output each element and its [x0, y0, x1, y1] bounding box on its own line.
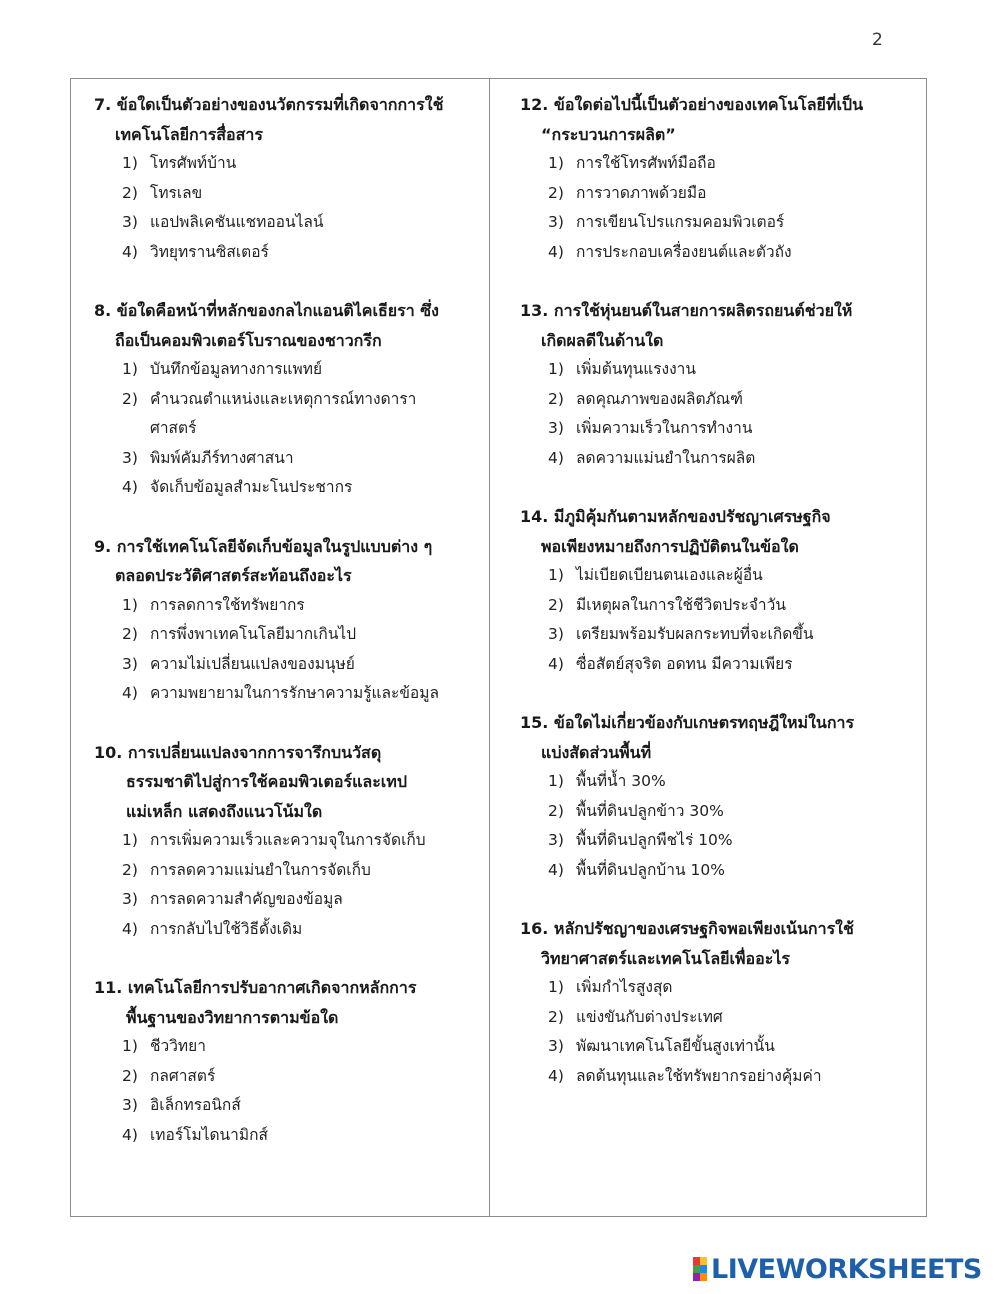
choice-text: การเพิ่มความเร็วและความจุในการจัดเก็บ: [150, 831, 426, 849]
choice-text: กลศาสตร์: [150, 1066, 216, 1085]
question-text-line: [520, 502, 920, 532]
question-item: [520, 708, 920, 885]
choice-number: 2): [548, 1007, 564, 1026]
choice-text: การใช้โทรศัพท์มือถือ: [576, 154, 716, 172]
answer-choice[interactable]: [548, 767, 920, 797]
question-number: 7.: [94, 95, 117, 114]
question-text: การใช้เทคโนโลยีจัดเก็บข้อมูลในรูปแบบต่าง ๆ: [116, 536, 433, 556]
answer-choice[interactable]: [122, 444, 484, 474]
choice-number: 2): [122, 625, 138, 643]
question-text: พอเพียงหมายถึงการปฏิบัติตนในข้อใด: [541, 536, 799, 556]
question-text: ข้อใดต่อไปนี้เป็นตัวอย่างของเทคโนโลยีที่เป็น: [553, 95, 864, 114]
answer-choice[interactable]: [548, 591, 920, 621]
question-text: หลักปรัชญาของเศรษฐกิจพอเพียงเน้นการใช้: [553, 919, 854, 938]
choice-number: 2): [122, 1066, 138, 1085]
choice-text: การพึ่งพาเทคโนโลยีมากเกินไป: [150, 625, 357, 643]
choice-list: [520, 561, 920, 679]
choice-list: [94, 1032, 484, 1150]
question-text-line: [94, 973, 484, 1003]
answer-choice[interactable]: [548, 1062, 920, 1092]
question-text: ข้อใดไม่เกี่ยวข้องกับเกษตรทฤษฎีใหม่ในการ: [553, 713, 855, 732]
choice-text: วิทยุทรานซิสเตอร์: [150, 242, 269, 261]
answer-choice[interactable]: [548, 414, 920, 444]
question-text-line: [94, 90, 484, 120]
question-text: เทคโนโลยีการสื่อสาร: [115, 124, 264, 144]
choice-text: ความพยายามในการรักษาความรู้และข้อมูล: [150, 684, 439, 702]
liveworksheets-logo[interactable]: [693, 1254, 982, 1284]
question-text: แม่เหล็ก แสดงถึงแนวโน้มใด: [126, 801, 323, 821]
choice-number: 4): [548, 448, 564, 467]
choice-text: การลดความสำคัญของข้อมูล: [150, 890, 343, 908]
question-item: [94, 973, 484, 1150]
choice-number: 1): [122, 831, 138, 849]
choice-text: พัฒนาเทคโนโลยีขั้นสูงเท่านั้น: [576, 1037, 775, 1055]
answer-choice[interactable]: [122, 591, 484, 621]
choice-number: 4): [122, 1125, 138, 1144]
question-text: “กระบวนการผลิต”: [541, 124, 676, 144]
choice-number: 3): [548, 213, 564, 231]
question-text: ถือเป็นคอมพิวเตอร์โบราณของชาวกรีก: [115, 330, 382, 350]
question-text-line: [94, 738, 484, 768]
answer-choice[interactable]: [122, 385, 484, 415]
choice-text: พื้นที่ดินปลูกพืชไร่ 10%: [576, 831, 733, 849]
question-item: [94, 738, 484, 945]
choice-text: คำนวณตำแหน่งและเหตุการณ์ทางดารา: [150, 389, 417, 408]
logo-square: [693, 1265, 700, 1273]
question-text: ตลอดประวัติศาสตร์สะท้อนถึงอะไร: [115, 566, 352, 585]
answer-choice[interactable]: [548, 385, 920, 415]
left-question-column: [94, 90, 484, 1179]
choice-text: การวาดภาพด้วยมือ: [576, 183, 707, 202]
question-text-line: [94, 296, 484, 326]
question-number: 15.: [520, 713, 554, 732]
question-text-line: [520, 914, 920, 944]
choice-list: [520, 767, 920, 885]
choice-number: 1): [548, 978, 564, 996]
answer-choice[interactable]: [122, 826, 484, 856]
question-text: แบ่งสัดส่วนพื้นที่: [541, 742, 652, 762]
answer-choice[interactable]: [548, 561, 920, 591]
question-text: ข้อใดเป็นตัวอย่างของนวัตกรรมที่เกิดจากการใช้: [116, 95, 444, 114]
answer-choice[interactable]: [122, 620, 484, 650]
question-number: 8.: [94, 301, 117, 320]
answer-choice[interactable]: [122, 1062, 484, 1092]
choice-list: [520, 149, 920, 267]
choice-number: 3): [122, 654, 138, 673]
question-text-line: [520, 120, 920, 150]
answer-choice[interactable]: [122, 179, 484, 209]
choice-number: 2): [122, 389, 138, 408]
choice-number: 1): [122, 154, 138, 172]
answer-choice[interactable]: [548, 797, 920, 827]
question-number: 16.: [520, 919, 554, 938]
answer-choice[interactable]: [548, 179, 920, 209]
choice-text: ความไม่เปลี่ยนแปลงของมนุษย์: [150, 654, 355, 673]
choice-list: [94, 826, 484, 944]
choice-text: พื้นที่น้ำ 30%: [576, 772, 666, 790]
answer-choice[interactable]: [548, 650, 920, 680]
question-text: การเปลี่ยนแปลงจากการจารึกบนวัสดุ: [127, 742, 382, 762]
choice-text: แข่งขันกับต่างประเทศ: [576, 1007, 723, 1026]
question-number: 12.: [520, 95, 554, 114]
choice-number: 2): [122, 183, 138, 202]
choice-number: 4): [122, 919, 138, 938]
question-item: [94, 90, 484, 267]
answer-choice[interactable]: [122, 1121, 484, 1151]
question-item: [520, 90, 920, 267]
choice-number: 4): [122, 478, 138, 496]
question-text: มีภูมิคุ้มกันตามหลักของปรัชญาเศรษฐกิจ: [553, 507, 831, 526]
question-text: ข้อใดคือหน้าที่หลักของกลไกแอนติไคเธียรา ซึ่ง: [116, 301, 439, 320]
choice-text: ไม่เบียดเบียนตนเองและผู้อื่น: [576, 566, 763, 584]
page-number: 2: [872, 30, 883, 50]
logo-square: [700, 1257, 707, 1265]
question-text-line: [520, 708, 920, 738]
answer-choice[interactable]: [548, 973, 920, 1003]
choice-number: 3): [548, 419, 564, 437]
answer-choice[interactable]: [548, 856, 920, 886]
choice-list: [94, 149, 484, 267]
choice-number: 4): [548, 242, 564, 261]
choice-text: เพิ่มกำไรสูงสุด: [576, 978, 673, 996]
answer-choice[interactable]: [122, 1091, 484, 1121]
choice-number: 3): [122, 213, 138, 231]
choice-text: เตรียมพร้อมรับผลกระทบที่จะเกิดขึ้น: [576, 625, 814, 643]
question-text-line: [520, 944, 920, 974]
choice-text: การเขียนโปรแกรมคอมพิวเตอร์: [576, 213, 785, 231]
choice-number: 1): [548, 154, 564, 172]
question-number: 13.: [520, 301, 554, 320]
logo-square: [700, 1265, 707, 1273]
question-text: พื้นฐานของวิทยาการตามข้อใด: [126, 1007, 339, 1027]
question-item: [94, 532, 484, 709]
choice-text: ลดคุณภาพของผลิตภัณฑ์: [576, 389, 744, 408]
choice-list: [94, 591, 484, 709]
logo-square: [693, 1257, 700, 1265]
choice-number: 1): [548, 566, 564, 584]
question-text-line: [520, 296, 920, 326]
choice-number: 4): [122, 684, 138, 702]
question-text-line: [94, 120, 484, 150]
choice-text: ศาสตร์: [150, 419, 197, 437]
choice-text: ชีววิทยา: [150, 1037, 206, 1055]
choice-text: โทรศัพท์บ้าน: [150, 154, 237, 172]
answer-choice[interactable]: [548, 444, 920, 474]
choice-text: การลดความแม่นยำในการจัดเก็บ: [150, 860, 371, 879]
answer-choice[interactable]: [122, 208, 484, 238]
choice-text: การกลับไปใช้วิธีดั้งเดิม: [150, 919, 303, 938]
question-text-line: [94, 797, 484, 827]
question-text-line: [94, 561, 484, 591]
right-question-column: [520, 90, 920, 1120]
question-number: 14.: [520, 507, 554, 526]
question-text-line: [520, 326, 920, 356]
choice-text: ซื่อสัตย์สุจริต อดทน มีความเพียร: [576, 654, 793, 673]
answer-choice[interactable]: [122, 679, 484, 709]
answer-choice[interactable]: [122, 885, 484, 915]
choice-number: 3): [122, 1096, 138, 1114]
choice-number: 1): [122, 595, 138, 614]
answer-choice[interactable]: [548, 620, 920, 650]
logo-text: LIVEWORKSHEETS: [711, 1253, 982, 1285]
choice-number: 4): [548, 654, 564, 673]
question-text-line: [94, 532, 484, 562]
choice-number: 4): [548, 1066, 564, 1085]
question-text-line: [520, 532, 920, 562]
choice-text: ลดต้นทุนและใช้ทรัพยากรอย่างคุ้มค่า: [576, 1066, 822, 1085]
answer-choice[interactable]: [122, 1032, 484, 1062]
choice-text: การลดการใช้ทรัพยากร: [150, 595, 305, 614]
choice-number: 1): [122, 1037, 138, 1055]
choice-text: การประกอบเครื่องยนต์และตัวถัง: [576, 242, 792, 261]
answer-choice[interactable]: [122, 355, 484, 385]
question-item: [520, 296, 920, 473]
question-item: [94, 296, 484, 503]
question-number: 9.: [94, 536, 117, 556]
question-text-line: [520, 90, 920, 120]
question-number: 10.: [94, 742, 128, 762]
choice-number: 2): [548, 801, 564, 820]
answer-choice[interactable]: [548, 149, 920, 179]
choice-number: 2): [548, 183, 564, 202]
choice-number: 2): [548, 595, 564, 614]
answer-choice[interactable]: [122, 915, 484, 945]
logo-square: [693, 1273, 700, 1281]
answer-choice[interactable]: [548, 208, 920, 238]
choice-text: ลดความแม่นยำในการผลิต: [576, 448, 756, 467]
choice-text: พื้นที่ดินปลูกข้าว 30%: [576, 801, 724, 820]
choice-text: บันทึกข้อมูลทางการแพทย์: [150, 360, 323, 378]
answer-choice[interactable]: [122, 650, 484, 680]
answer-choice[interactable]: [548, 1032, 920, 1062]
choice-number: 2): [548, 389, 564, 408]
answer-choice[interactable]: [122, 149, 484, 179]
question-text-line: [94, 326, 484, 356]
answer-choice[interactable]: [122, 473, 484, 503]
question-text: ธรรมชาติไปสู่การใช้คอมพิวเตอร์และเทป: [126, 772, 407, 791]
choice-number: 4): [548, 860, 564, 879]
answer-choice[interactable]: [548, 355, 920, 385]
choice-number: 2): [122, 860, 138, 879]
question-text: เกิดผลดีในด้านใด: [541, 330, 664, 350]
choice-text: จัดเก็บข้อมูลสำมะโนประชากร: [150, 478, 353, 496]
choice-number: 3): [548, 831, 564, 849]
question-text: วิทยาศาสตร์และเทคโนโลยีเพื่ออะไร: [541, 948, 790, 968]
choice-number: 3): [548, 625, 564, 643]
choice-text: อิเล็กทรอนิกส์: [150, 1096, 241, 1114]
question-item: [520, 502, 920, 679]
logo-icon: [693, 1257, 707, 1281]
choice-text: เพิ่มความเร็วในการทำงาน: [576, 419, 753, 437]
column-divider: [489, 78, 490, 1217]
choice-list: [520, 973, 920, 1091]
answer-choice[interactable]: [122, 856, 484, 886]
answer-choice[interactable]: [548, 238, 920, 268]
question-item: [520, 914, 920, 1091]
choice-list: [520, 355, 920, 473]
choice-text: แอปพลิเคชันแชทออนไลน์: [150, 213, 324, 231]
choice-text: พื้นที่ดินปลูกบ้าน 10%: [576, 860, 725, 879]
question-text: เทคโนโลยีการปรับอากาศเกิดจากหลักการ: [127, 978, 417, 997]
answer-choice[interactable]: [122, 238, 484, 268]
choice-text: โทรเลข: [150, 183, 203, 202]
choice-number: 3): [122, 890, 138, 908]
choice-number: 3): [122, 448, 138, 467]
choice-number: 1): [548, 772, 564, 790]
choice-number: 1): [122, 360, 138, 378]
choice-text: พิมพ์คัมภีร์ทางศาสนา: [150, 448, 294, 467]
choice-text: มีเหตุผลในการใช้ชีวิตประจำวัน: [576, 595, 786, 614]
logo-square: [700, 1273, 707, 1281]
question-text-line: [520, 738, 920, 768]
choice-list: [94, 355, 484, 503]
choice-text: เพิ่มต้นทุนแรงงาน: [576, 360, 696, 378]
answer-choice[interactable]: [122, 414, 484, 444]
choice-text: เทอร์โมไดนามิกส์: [150, 1125, 268, 1144]
choice-number: 1): [548, 360, 564, 378]
question-number: 11.: [94, 978, 128, 997]
choice-number: 3): [548, 1037, 564, 1055]
question-text-line: [94, 767, 484, 797]
answer-choice[interactable]: [548, 1003, 920, 1033]
question-text-line: [94, 1003, 484, 1033]
question-text: การใช้หุ่นยนต์ในสายการผลิตรถยนต์ช่วยให้: [553, 301, 853, 320]
answer-choice[interactable]: [548, 826, 920, 856]
choice-number: [122, 414, 150, 444]
choice-number: 4): [122, 242, 138, 261]
